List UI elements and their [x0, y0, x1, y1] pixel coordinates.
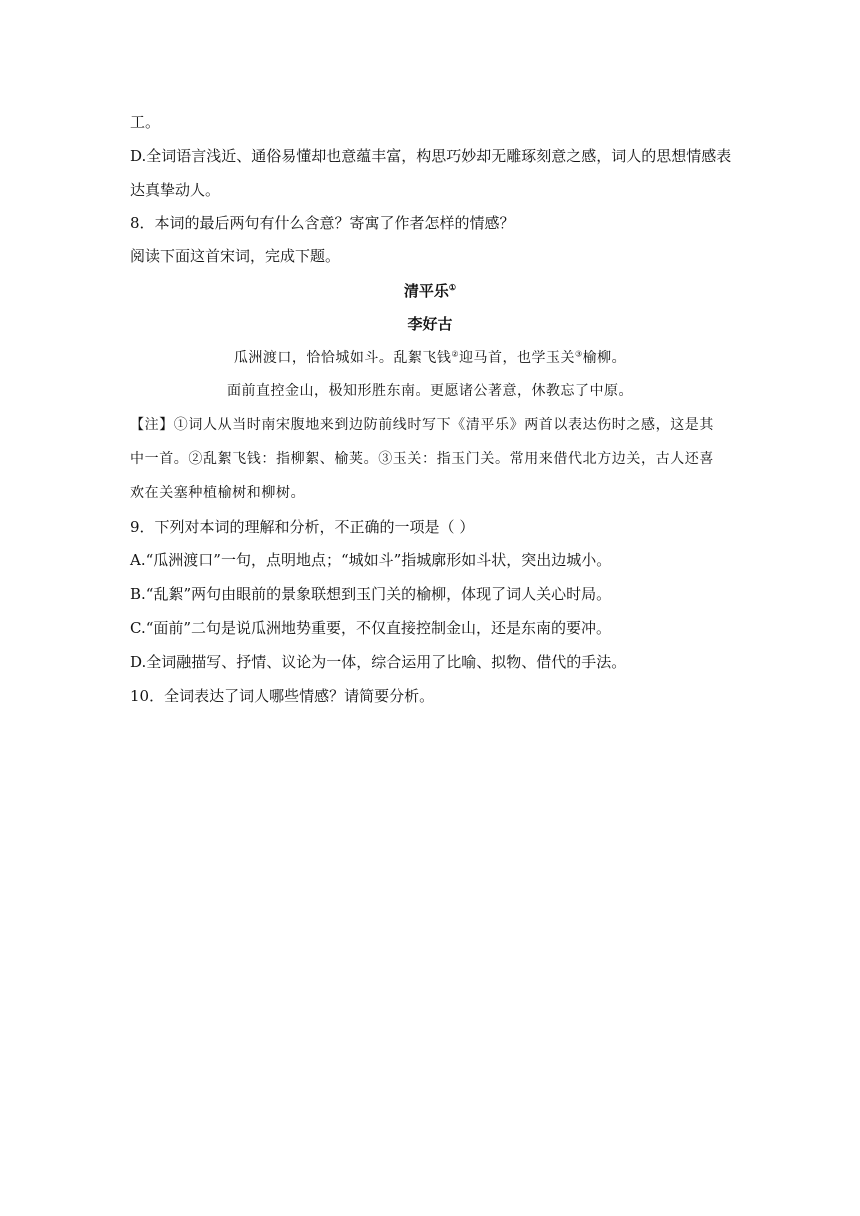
- poem-line-1-part-a: 瓜洲渡口，恰恰城如斗。乱絮飞钱: [233, 350, 452, 366]
- prev-answer-line-end: 工。: [130, 113, 161, 131]
- poem-line-1-part-c: 榆柳。: [582, 350, 627, 366]
- question-9-option-a: A.“瓜洲渡口”一句，点明地点；“城如斗”指城廓形如斗状，突出边城小。: [130, 551, 612, 569]
- annotation-line-3: 欢在关塞种植榆树和柳树。: [130, 485, 306, 501]
- poem-line-1-part-b: 迎马首，也学玉关: [459, 350, 575, 366]
- poem-author: 李好古: [407, 315, 453, 333]
- question-9-option-b: B.“乱絮”两句由眼前的景象联想到玉门关的榆柳，体现了词人关心时局。: [130, 585, 612, 603]
- reading-instruction: 阅读下面这首宋词，完成下题。: [130, 247, 341, 265]
- annotation-line-1: 【注】①词人从当时南宋腹地来到边防前线时写下《清平乐》两首以表达伤时之感，这是其: [130, 417, 714, 433]
- question-8: 8．本词的最后两句有什么含意？寄寓了作者怎样的情感？: [130, 214, 515, 232]
- question-10: 10．全词表达了词人哪些情感？请简要分析。: [130, 687, 435, 705]
- poem-line-1: [130, 348, 730, 368]
- option-d-line-1: D.全词语言浅近、通俗易懂却也意蕴丰富，构思巧妙却无雕琢刻意之感，词人的思想情感表: [130, 147, 732, 165]
- poem-title: [130, 281, 730, 301]
- option-d-line-2: 达真挚动人。: [130, 181, 221, 199]
- annotation-line-2: 中一首。②乱絮飞钱：指柳絮、榆荚。③玉关：指玉门关。常用来借代北方边关，古人还喜: [130, 451, 714, 467]
- poem-title-footnote-mark: ①: [448, 282, 457, 292]
- footnote-mark-2: ②: [451, 349, 459, 359]
- question-9-option-d: D.全词融描写、抒情、议论为一体，综合运用了比喻、拟物、借代的手法。: [130, 653, 627, 671]
- poem-line-2: 面前直控金山，极知形胜东南。更愿诸公著意，休教忘了中原。: [227, 383, 633, 399]
- question-9-option-c: C.“面前”二句是说瓜洲地势重要，不仅直接控制金山，还是东南的要冲。: [130, 619, 612, 637]
- poem-title-text: 清平乐: [403, 282, 449, 300]
- question-9-stem: 9．下列对本词的理解和分析，不正确的一项是（ ）: [130, 518, 475, 536]
- footnote-mark-3: ③: [575, 349, 583, 359]
